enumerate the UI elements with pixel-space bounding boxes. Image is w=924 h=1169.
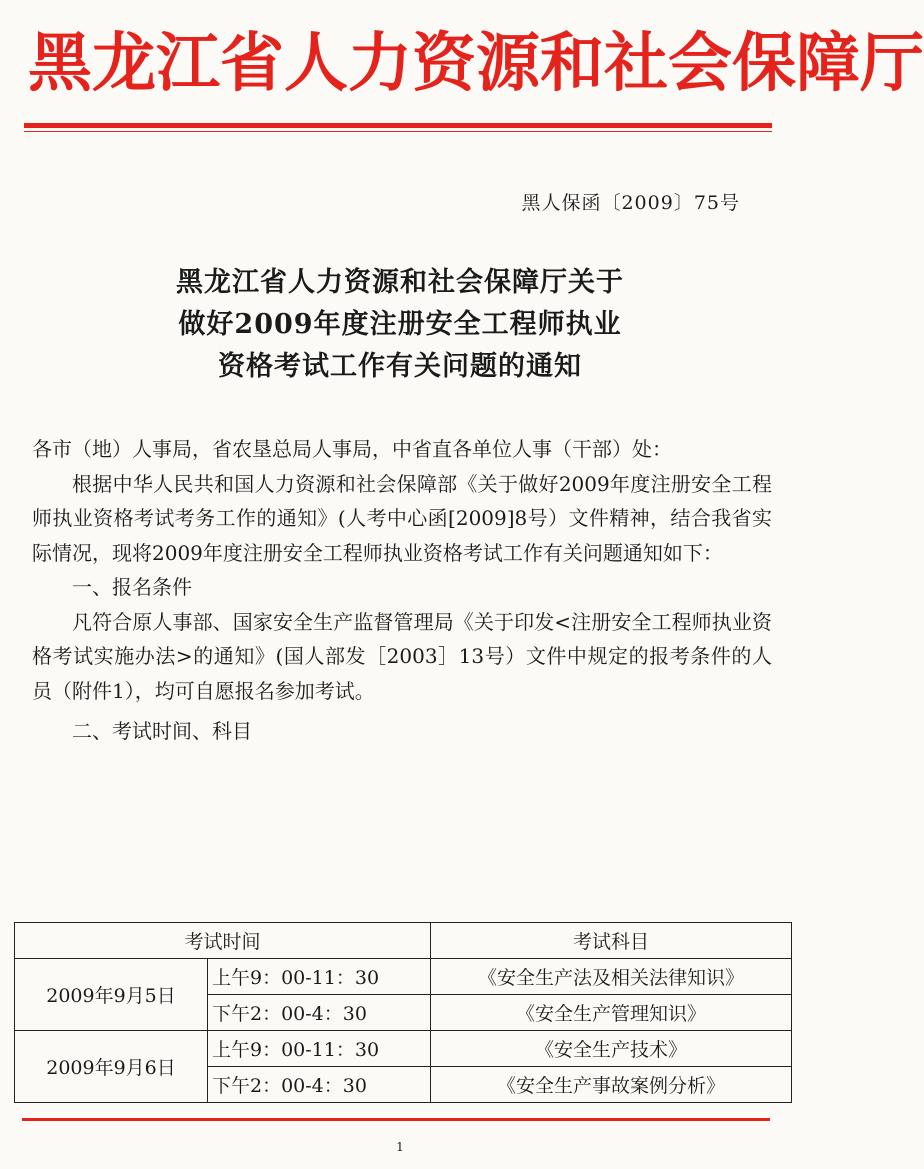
header-exam-subject: 考试科目 xyxy=(431,923,792,959)
exam-session-time: 上午9：00-11：30 xyxy=(208,959,431,995)
exam-session-time: 下午2：00-4：30 xyxy=(208,995,431,1031)
salutation: 各市（地）人事局，省农垦总局人事局，中省直各单位人事（干部）处： xyxy=(32,437,672,461)
letterhead-rule xyxy=(24,123,772,128)
title-line: 黑龙江省人力资源和社会保障厅关于 xyxy=(176,267,624,298)
section-1-paragraph: 凡符合原人事部、国家安全生产监督管理局《关于印发<注册安全工程师执业资格考试实施办法>的通知》(国人部发［2003］13号）文件中规定的报考条件的人员（附件1），均可自愿报名参加考试。 xyxy=(32,609,772,703)
title-line: 资格考试工作有关问题的通知 xyxy=(218,351,582,382)
exam-subject: 《安全生产管理知识》 xyxy=(431,995,792,1031)
exam-schedule-table xyxy=(14,922,792,1103)
document-title xyxy=(60,262,740,388)
letterhead-title: 黑龙江省人力资源和社会保障厅 xyxy=(28,27,924,101)
exam-date: 2009年9月6日 xyxy=(15,1031,208,1103)
intro-paragraph: 根据中华人民共和国人力资源和社会保障部《关于做好2009年度注册安全工程师执业资格考试考务工作的通知》(人考中心函[2009]8号）文件精神，结合我省实际情况，现将2009年度注册安全工程师执业资格考试工作有关问题通知如下： xyxy=(32,471,772,565)
letterhead-rule-thin xyxy=(24,131,772,132)
document-number: 黑人保函〔2009〕75号 xyxy=(521,192,740,214)
exam-subject: 《安全生产法及相关法律知识》 xyxy=(431,959,792,995)
exam-session-time: 下午2：00-4：30 xyxy=(208,1067,431,1103)
footer-rule xyxy=(22,1118,770,1121)
section-heading-2: 二、考试时间、科目 xyxy=(72,719,252,743)
header-exam-time: 考试时间 xyxy=(15,923,431,959)
table-row xyxy=(15,959,792,995)
table-row xyxy=(15,1031,792,1067)
exam-subject: 《安全生产技术》 xyxy=(431,1031,792,1067)
exam-session-time: 上午9：00-11：30 xyxy=(208,1031,431,1067)
section-heading-1: 一、报名条件 xyxy=(72,575,192,599)
document-body xyxy=(32,432,772,749)
exam-subject: 《安全生产事故案例分析》 xyxy=(431,1067,792,1103)
page-number: 1 xyxy=(396,1140,404,1154)
title-line: 做好2009年度注册安全工程师执业 xyxy=(178,309,622,340)
exam-date: 2009年9月5日 xyxy=(15,959,208,1031)
table-header-row xyxy=(15,923,792,959)
